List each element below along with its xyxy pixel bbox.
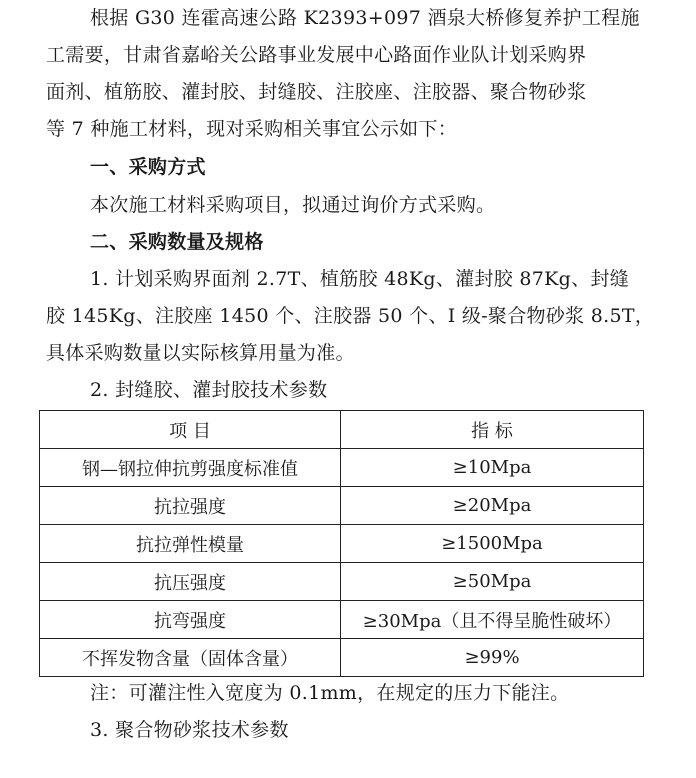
row-item: 抗压强度 (40, 563, 341, 601)
table-header-row (40, 411, 644, 449)
section-1-text: 本次施工材料采购项目，拟通过询价方式采购。 (90, 194, 496, 216)
section-2-heading: 二、采购数量及规格 (90, 231, 264, 253)
intro-line-3: 面剂、植筋胶、灌封胶、封缝胶、注胶座、注胶器、聚合物砂浆 (46, 81, 587, 103)
row-item: 抗拉弹性模量 (40, 525, 341, 563)
item-3-title: 3. 聚合物砂浆技术参数 (90, 719, 289, 741)
table-row (40, 563, 644, 601)
row-item: 不挥发物含量（固体含量） (40, 639, 341, 677)
row-item: 抗拉强度 (40, 487, 341, 525)
intro-line-2: 工需要，甘肃省嘉峪关公路事业发展中心路面作业队计划采购界 (46, 44, 587, 66)
table-note: 注：可灌注性入宽度为 0.1mm，在规定的压力下能注。 (90, 682, 570, 704)
table-row (40, 525, 644, 563)
item-2-title: 2. 封缝胶、灌封胶技术参数 (90, 379, 328, 401)
section-1-heading: 一、采购方式 (90, 156, 206, 178)
row-value: ≥30Mpa（且不得呈脆性破坏） (341, 601, 644, 639)
table-row (40, 449, 644, 487)
row-value: ≥10Mpa (341, 449, 644, 487)
table-row (40, 601, 644, 639)
header-item: 项 目 (40, 411, 341, 449)
item-1-line-3: 具体采购数量以实际核算用量为准。 (46, 342, 355, 364)
table-row (40, 487, 644, 525)
item-1-line-2: 胶 145Kg、注胶座 1450 个、注胶器 50 个、I 级-聚合物砂浆 8.5T， (46, 305, 655, 327)
row-value: ≥99% (341, 639, 644, 677)
table-row (40, 639, 644, 677)
row-item: 钢—钢拉伸抗剪强度标准值 (40, 449, 341, 487)
intro-line-1: 根据 G30 连霍高速公路 K2393+097 酒泉大桥修复养护工程施 (90, 7, 640, 29)
spec-table (39, 410, 644, 677)
item-1-line-1: 1. 计划采购界面剂 2.7T、植筋胶 48Kg、灌封胶 87Kg、封缝 (90, 268, 630, 290)
row-value: ≥20Mpa (341, 487, 644, 525)
row-value: ≥1500Mpa (341, 525, 644, 563)
row-item: 抗弯强度 (40, 601, 341, 639)
intro-line-4: 等 7 种施工材料，现对采购相关事宜公示如下： (46, 118, 458, 140)
row-value: ≥50Mpa (341, 563, 644, 601)
header-indicator: 指 标 (341, 411, 644, 449)
